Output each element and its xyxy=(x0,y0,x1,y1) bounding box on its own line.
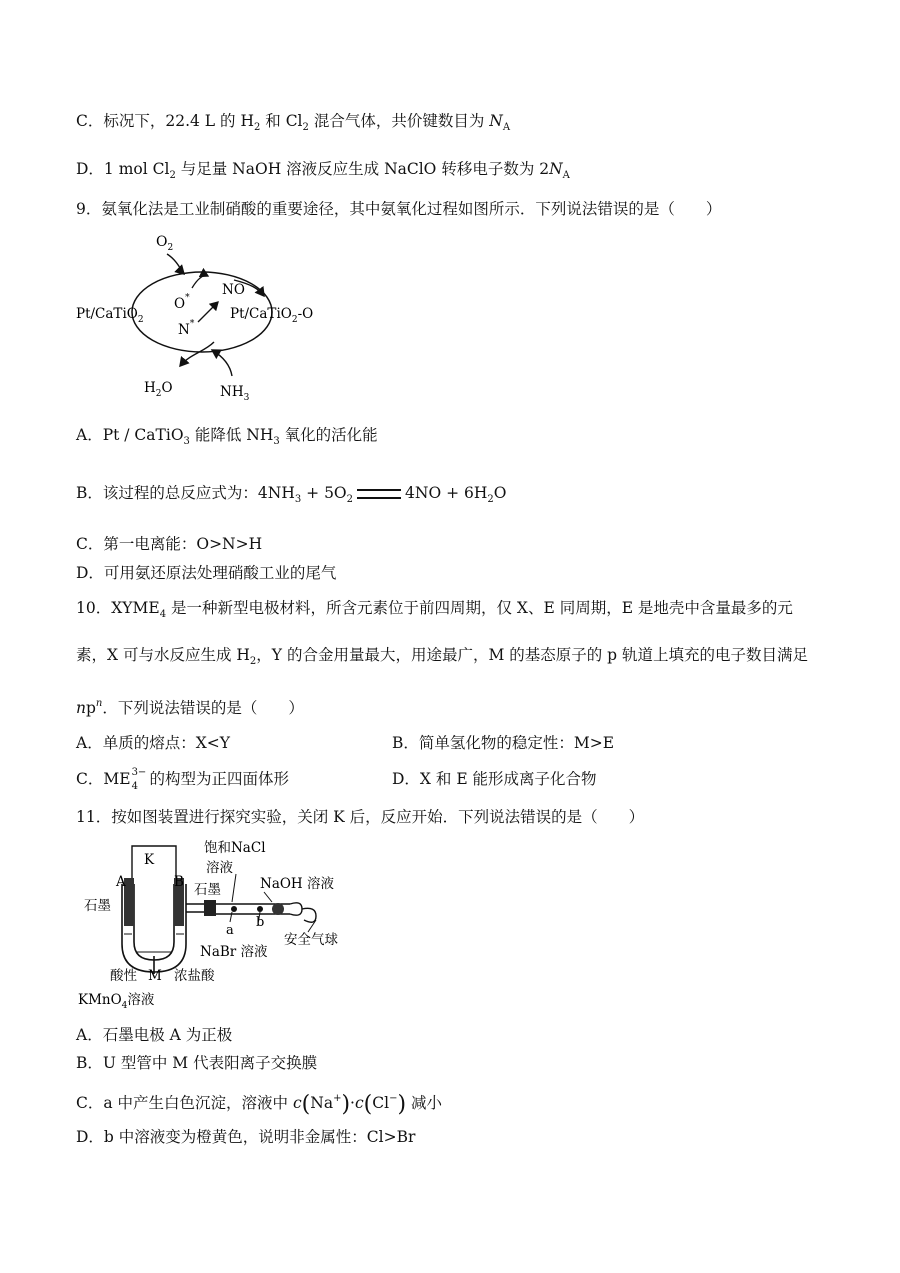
q10-option-b: B．简单氢化物的稳定性：M>E xyxy=(392,734,615,752)
nh3-label: $NH_3$ xyxy=(220,384,250,403)
o-star-arrow xyxy=(192,276,208,289)
q10-line-1: 10．$XYME_4$ 是一种新型电极材料，所含元素位于前四周期，仅 X、E 同周期，E 是地壳中含量最多的元 xyxy=(76,599,793,620)
equals-sign xyxy=(357,489,401,499)
naoh-label: NaOH 溶液 xyxy=(260,876,334,892)
sat-nacl-label: 饱和NaCl xyxy=(204,840,266,856)
b-label: B xyxy=(174,874,184,890)
safety-balloon xyxy=(302,908,316,922)
q11-option-c: C．a 中产生白色沉淀，溶液中 c(Na+)·c(Cl−) 减小 xyxy=(76,1092,443,1117)
cotton-a xyxy=(231,906,237,912)
acidic-label: 酸性 xyxy=(110,968,137,984)
n-star-label: N* xyxy=(178,319,195,338)
no-label: NO xyxy=(222,282,245,298)
q10-option-c: C．ME 3− 4 的构型为正四面体形 xyxy=(76,767,289,792)
m-label: M xyxy=(148,968,162,984)
tube-connector xyxy=(186,904,206,912)
right-catalyst-label: Pt/CaTiO$_2$-O xyxy=(230,306,314,325)
q9-option-a: A．Pt / CaTiO$_3$ 能降低 $NH_3$ 氧化的活化能 xyxy=(76,426,378,447)
small-a-label: a xyxy=(226,923,234,938)
nacl-solution-label: 溶液 xyxy=(206,860,233,876)
pointer-nacl xyxy=(232,874,236,902)
q10-line-3: $np^n$．下列说法错误的是（ ） xyxy=(76,698,304,717)
q9-option-b: B．该过程的总反应式为：$4NH_3 + 5O_2$ $4NO + 6H_2O$ xyxy=(76,484,507,505)
nh3-in-arrow xyxy=(212,350,232,376)
left-catalyst-label: Pt/CaTiO$_2$ xyxy=(76,306,144,325)
small-b-label: b xyxy=(256,915,265,930)
h2o-out-arrow xyxy=(180,342,214,366)
kmno4-label: KMnO$_4$溶液 xyxy=(78,992,155,1011)
tube-end xyxy=(290,903,302,915)
n-to-no-arrow xyxy=(198,302,218,322)
q9-option-d: D．可用氨还原法处理硝酸工业的尾气 xyxy=(76,564,337,582)
cotton-naoh xyxy=(272,903,284,915)
balloon-label: 安全气球 xyxy=(284,932,338,948)
o2-label: $O_2$ xyxy=(156,234,174,253)
graphite-right-label: 石墨 xyxy=(194,882,221,898)
q11-option-b: B．U 型管中 M 代表阳离子交换膜 xyxy=(76,1054,318,1072)
graphite-left-label: 石墨 xyxy=(84,898,111,914)
u-tube-inner xyxy=(134,884,174,960)
q10-option-a: A．单质的熔点：X<Y xyxy=(76,734,230,752)
q9-stem: 9．氨氧化法是工业制硝酸的重要途径，其中氨氧化过程如图所示．下列说法错误的是（ ） xyxy=(76,200,722,218)
conc-hcl-label: 浓盐酸 xyxy=(174,968,215,984)
o2-in-arrow xyxy=(167,254,184,274)
electrolysis-apparatus-diagram xyxy=(76,834,356,1014)
k-label: K xyxy=(144,852,155,868)
q10-option-d: D．X 和 E 能形成离子化合物 xyxy=(392,770,597,788)
q11-option-a: A．石墨电极 A 为正极 xyxy=(76,1026,233,1044)
ammonia-oxidation-diagram xyxy=(72,226,332,406)
q11-option-d: D．b 中溶液变为橙黄色，说明非金属性：Cl>Br xyxy=(76,1128,416,1146)
q8-option-c: C．标况下，22.4 L 的 $H_2$ 和 $Cl_2$ 混合气体，共价键数目为 $N_A$ xyxy=(76,112,511,133)
stopper xyxy=(204,900,216,916)
h2o-label: $H_2O$ xyxy=(144,380,173,399)
q11-stem: 11．按如图装置进行探究实验，关闭 K 后，反应开始．下列说法错误的是（ ） xyxy=(76,808,645,826)
nabr-label: NaBr 溶液 xyxy=(200,944,268,960)
q8-option-d: D．1 mol $Cl_2$ 与足量 NaOH 溶液反应生成 NaClO 转移电子数为 $2N_A$ xyxy=(76,160,570,181)
q9-option-c: C．第一电离能：O>N>H xyxy=(76,535,263,553)
o-star-label: O* xyxy=(174,293,190,312)
pointer-naoh xyxy=(264,892,272,902)
cotton-b xyxy=(257,906,263,912)
a-label: A xyxy=(116,874,126,890)
q10-line-2: 素，X 可与水反应生成 $H_2$，Y 的合金用量最大，用途最广，M 的基态原子的 p 轨道上填充的电子数目满足 xyxy=(76,646,809,667)
